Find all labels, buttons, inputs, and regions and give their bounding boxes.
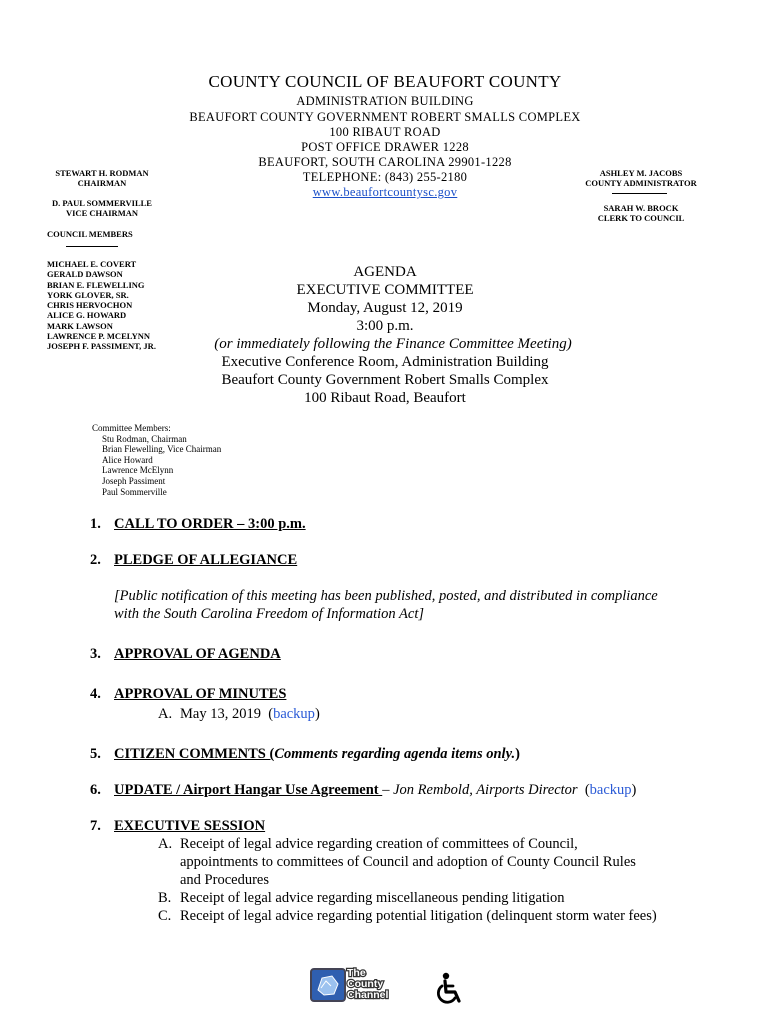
meeting-time: 3:00 p.m. [356,318,414,334]
sub-item-text: May 13, 2019 [180,706,261,722]
agenda-item-5 [90,745,520,763]
sub-item-text: Receipt of legal advice regarding creation of committees of Council, [180,836,578,852]
item-note: Comments regarding agenda items only. [274,746,516,762]
agenda-item-2 [90,551,297,569]
agenda-item-1 [90,515,306,533]
council-member: MICHAEL E. COVERT [47,259,137,269]
chairman-block [47,168,157,189]
foia-notice-line1: [Public notification of this meeting has been published, posted, and distributed in compliance [114,588,658,604]
sub-item-letter: C. [158,908,172,924]
clerk-name: SARAH W. BROCK [603,203,679,213]
council-members-label: COUNCIL MEMBERS [47,229,133,239]
header-line-city: BEAUFORT, SOUTH CAROLINA 29901-1228 [258,155,512,169]
sub-item-letter: A. [158,706,173,722]
logo-text: Channel [347,989,389,1001]
item-presenter: Jon Rembold, Airports Director [393,782,578,798]
meeting-complex: Beaufort County Government Robert Smalls Complex [221,372,549,388]
sub-item-letter: A. [158,836,173,852]
item-paren: ( [269,746,275,762]
chairman-name: STEWART H. RODMAN [55,168,149,178]
website-link[interactable]: www.beaufortcountysc.gov [312,185,458,199]
logo-text: County [347,978,384,990]
header-line-drawer: POST OFFICE DRAWER 1228 [301,140,469,154]
committee-member: Brian Flewelling, Vice Chairman [102,444,222,455]
agenda-item-7 [90,817,265,835]
committee-member: Joseph Passiment [102,475,166,486]
vice-chairman-block [47,198,157,219]
council-member: LAWRENCE P. MCELYNN [47,331,151,342]
item-paren: ) [515,746,520,762]
exec-sub-item-a [158,835,578,853]
item-number: 7. [90,818,101,834]
council-member: ALICE G. HOWARD [47,310,127,321]
sub-item-text: Receipt of legal advice regarding miscellaneous pending litigation [180,890,565,906]
clerk-block [575,203,707,224]
agenda-label: AGENDA [353,264,417,280]
council-member: MARK LAWSON [47,320,113,331]
exec-sub-item-b [158,889,565,907]
vice-chairman-name: D. PAUL SOMMERVILLE [52,198,152,208]
meeting-time-note: (or immediately following the Finance Committee Meeting) [214,336,572,352]
meeting-address: 100 Ribaut Road, Beaufort [304,390,466,406]
vice-chairman-title: VICE CHAIRMAN [65,208,138,219]
sub-item-letter: B. [158,890,172,906]
divider [66,246,118,247]
item-dash: – [382,782,394,798]
logo-text: The [347,967,366,979]
agenda-item-4 [90,685,286,703]
council-member: JOSEPH F. PASSIMENT, JR. [47,341,156,352]
item-number: 6. [90,782,101,798]
council-member: BRIAN E. FLEWELLING [47,279,145,290]
item-number: 5. [90,746,101,762]
divider [612,193,667,194]
committee-member: Lawrence McElynn [102,465,174,476]
exec-sub-item-a-cont1: appointments to committees of Council and adoption of County Council Rules [180,854,636,870]
clerk-title: CLERK TO COUNCIL [597,213,685,224]
logo-map-icon [312,970,344,1000]
header-line-complex: BEAUFORT COUNTY GOVERNMENT ROBERT SMALLS COMPLEX [189,110,581,124]
council-member: CHRIS HERVOCHON [47,300,133,311]
county-channel-logo [310,968,346,1002]
administrator-title: COUNTY ADMINISTRATOR [585,178,697,189]
agenda-item-6: 6. UPDATE / Airport Hangar Use Agreement – Jon Rembold, Airports Director (backup) [90,782,637,798]
chairman-title: CHAIRMAN [77,178,127,189]
committee-member: Alice Howard [102,454,153,465]
item-heading: EXECUTIVE SESSION [114,818,266,834]
item-heading: CALL TO ORDER – 3:00 p.m. [114,516,306,532]
wheelchair-icon [433,972,467,1011]
item-heading: CITIZEN COMMENTS [114,746,270,762]
item-heading: PLEDGE OF ALLEGIANCE [114,552,298,568]
exec-sub-item-c [158,907,657,925]
item-number: 4. [90,686,101,702]
item-number: 2. [90,552,101,568]
council-title: COUNTY COUNCIL OF BEAUFORT COUNTY [208,72,562,91]
committee-member: Stu Rodman, Chairman [102,433,187,444]
header-line-phone: TELEPHONE: (843) 255-2180 [302,170,468,184]
minutes-sub-item: A. May 13, 2019 (backup) [158,706,320,722]
county-channel-wordmark [347,968,388,1001]
backup-link[interactable]: backup [273,706,315,722]
council-member: YORK GLOVER, SR. [47,289,129,300]
backup-link[interactable]: backup [589,782,632,798]
item-heading: UPDATE / Airport Hangar Use Agreement [114,782,383,798]
committee-member: Paul Sommerville [102,486,167,497]
administrator-block [575,168,707,189]
item-heading: APPROVAL OF MINUTES [114,686,287,702]
agenda-item-3 [90,645,281,663]
meeting-room: Executive Conference Room, Administration Building [221,354,549,370]
sub-item-text: Receipt of legal advice regarding potential litigation (delinquent storm water fees) [180,908,657,924]
committee-members-label: Committee Members: [92,423,171,433]
committee-name: EXECUTIVE COMMITTEE [296,282,474,298]
foia-notice-line2: with the South Carolina Freedom of Information Act] [114,606,424,622]
administrator-name: ASHLEY M. JACOBS [599,168,683,178]
item-number: 3. [90,646,101,662]
meeting-date: Monday, August 12, 2019 [307,300,463,316]
item-heading: APPROVAL OF AGENDA [114,646,281,662]
header-line-building: ADMINISTRATION BUILDING [296,94,474,108]
header-line-road: 100 RIBAUT ROAD [329,125,441,139]
item-number: 1. [90,516,101,532]
committee-members [92,423,221,497]
exec-sub-item-a-cont2: and Procedures [180,872,269,888]
council-member: GERALD DAWSON [47,269,123,280]
